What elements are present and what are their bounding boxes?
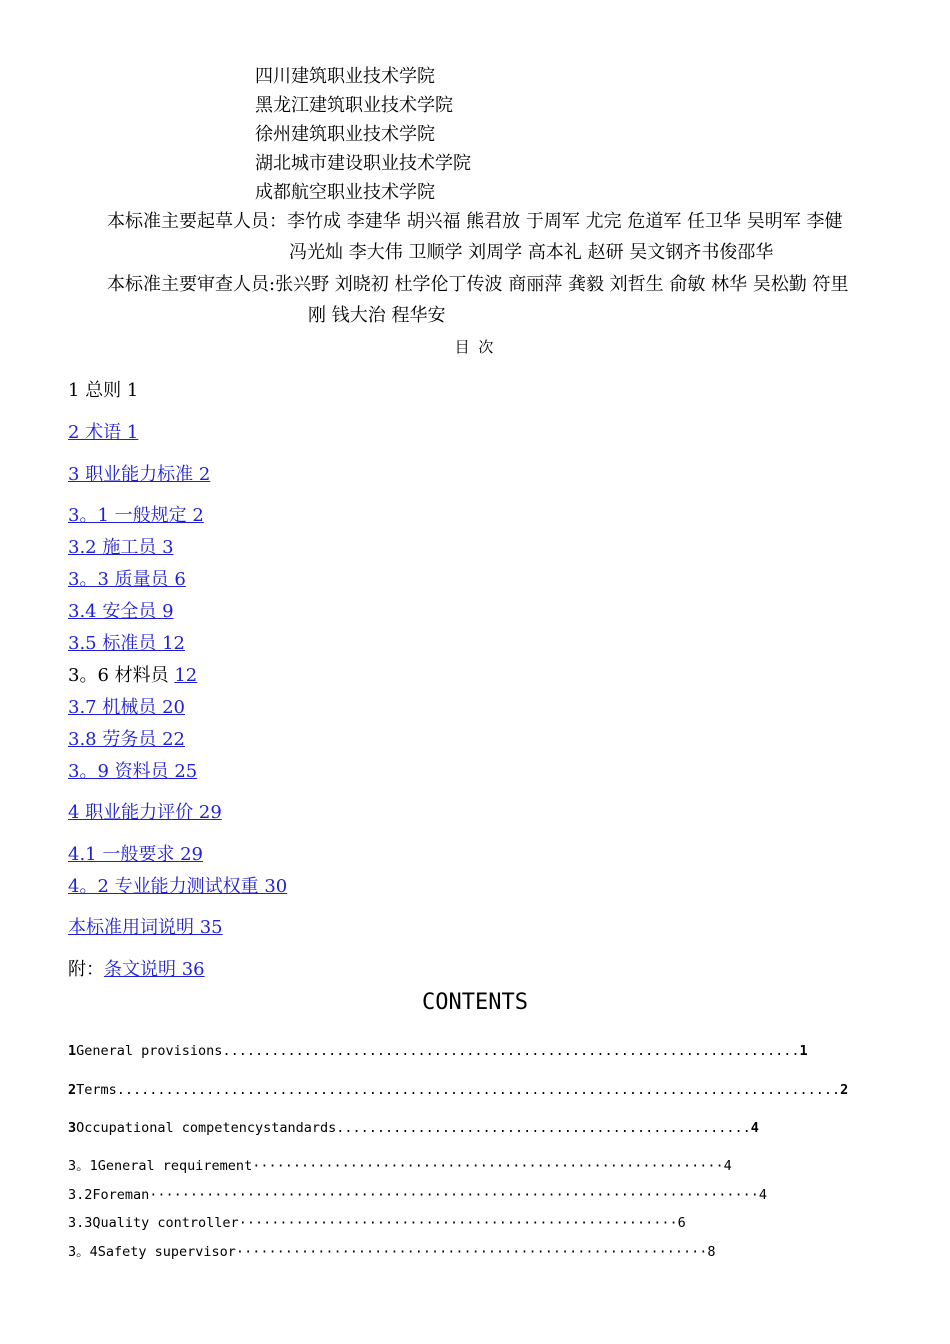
toc-item[interactable] (68, 665, 197, 687)
institution-5: 成都航空职业技术学院 (255, 182, 435, 203)
toc-item[interactable] (68, 422, 138, 444)
toc-title: 目 次 (454, 338, 496, 356)
toc-item[interactable] (68, 464, 210, 486)
toc-item[interactable] (68, 844, 203, 866)
contents-item: 3。4Safety supervisor··························································8 (68, 1244, 716, 1260)
toc-link[interactable]: 4 职业能力评价 29 (68, 802, 222, 823)
toc-item[interactable] (68, 917, 223, 939)
toc-item: 1 总则 1 (68, 380, 139, 401)
toc-item-label: 附： (68, 959, 104, 980)
toc-item[interactable] (68, 601, 174, 623)
toc-item[interactable] (68, 633, 185, 655)
contents-item: 3.3Quality controller······················································6 (68, 1215, 686, 1231)
toc-item[interactable] (68, 537, 174, 559)
toc-item[interactable] (68, 697, 185, 719)
toc-link[interactable]: 3.2 施工员 3 (68, 537, 174, 558)
toc-item[interactable] (68, 505, 204, 527)
contents-item: 1General provisions.......................................................................1 (68, 1043, 808, 1059)
toc-item[interactable] (68, 729, 185, 751)
toc-item[interactable] (68, 569, 186, 591)
toc-link[interactable]: 本标准用词说明 35 (68, 917, 223, 938)
drafters-line-1: 本标准主要起草人员：李竹成 李建华 胡兴福 熊君放 于周军 尤完 危道军 任卫华 吴明军 李健 (107, 211, 843, 232)
contents-item: 3.2Foreman···········································································4 (68, 1187, 768, 1203)
contents-item: 3Occupational competencystandards...................................................4 (68, 1120, 759, 1136)
institution-3: 徐州建筑职业技术学院 (255, 124, 435, 145)
toc-item[interactable] (68, 761, 197, 783)
toc-link[interactable]: 4。2 专业能力测试权重 30 (68, 876, 288, 897)
institution-2: 黑龙江建筑职业技术学院 (255, 95, 453, 116)
toc-link[interactable]: 3.7 机械员 20 (68, 697, 185, 718)
toc-item[interactable] (68, 876, 287, 898)
toc-item-label: 3。6 材料员 (68, 665, 175, 686)
contents-item: 2Terms.........................................................................................2 (68, 1082, 849, 1098)
contents-item: 3。1General requirement··························································4 (68, 1158, 732, 1174)
toc-link[interactable]: 12 (174, 665, 198, 686)
toc-link[interactable]: 4.1 一般要求 29 (68, 844, 203, 865)
toc-link[interactable]: 条文说明 36 (104, 959, 205, 980)
contents-title: CONTENTS (422, 990, 528, 1015)
institution-1: 四川建筑职业技术学院 (255, 66, 435, 87)
toc-link[interactable]: 3 职业能力标准 2 (68, 464, 211, 485)
toc-item[interactable] (68, 802, 222, 824)
toc-link[interactable]: 3。9 资料员 25 (68, 761, 198, 782)
reviewers-line-2: 刚 钱大治 程华安 (308, 305, 446, 326)
toc-link[interactable]: 3.5 标准员 12 (68, 633, 185, 654)
toc-link[interactable]: 3.4 安全员 9 (68, 601, 174, 622)
institution-4: 湖北城市建设职业技术学院 (255, 153, 471, 174)
toc-link[interactable]: 3。1 一般规定 2 (68, 505, 204, 526)
toc-link[interactable]: 3。3 质量员 6 (68, 569, 186, 590)
toc-item[interactable] (68, 959, 205, 981)
toc-link[interactable]: 2 术语 1 (68, 422, 139, 443)
reviewers-line-1: 本标准主要审查人员:张兴野 刘晓初 杜学伦丁传波 商丽萍 龚毅 刘哲生 俞敏 林华 吴松勤 符里 (107, 274, 849, 295)
drafters-line-2: 冯光灿 李大伟 卫顺学 刘周学 高本礼 赵研 吴文钢齐书俊邵华 (289, 242, 774, 263)
toc-link[interactable]: 3.8 劳务员 22 (68, 729, 185, 750)
